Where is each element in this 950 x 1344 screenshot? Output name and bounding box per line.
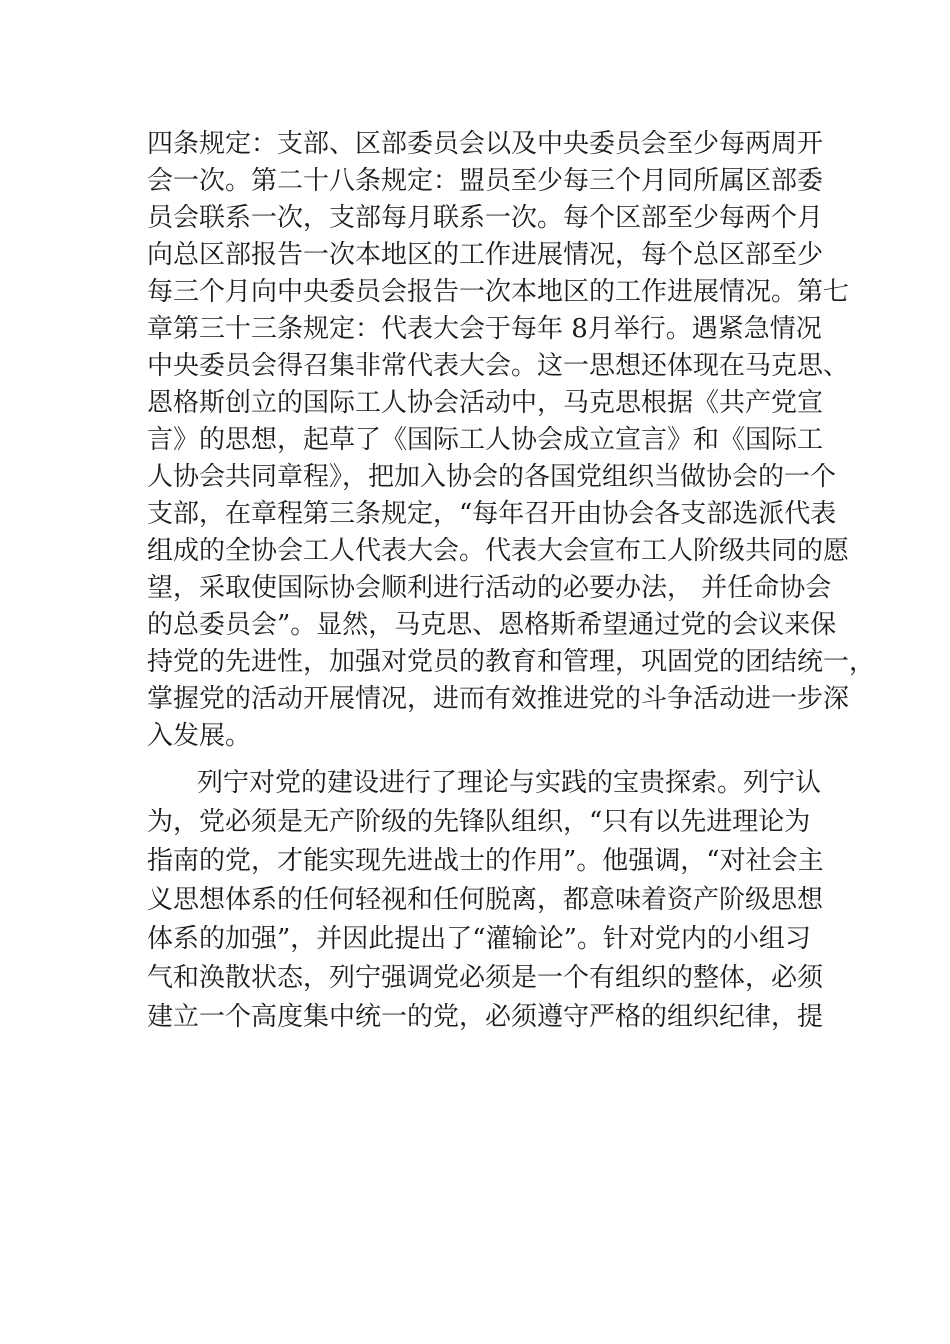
text-line: 义思想体系的任何轻视和任何脱离，都意味着资产阶级思想 [147, 885, 824, 915]
text-line: 每三个月向中央委员会报告一次本地区的工作进展情况。第七 [147, 277, 850, 307]
text-line: 望，采取使国际协会顺利进行活动的必要办法， 并任命协会 [147, 573, 832, 603]
text-line: 体系的加强”，并因此提出了“灌输论”。针对党内的小组习 [147, 924, 811, 954]
text-line: 为，党必须是无产阶级的先锋队组织，“只有以先进理论为 [147, 807, 811, 837]
text-line: 言》的思想，起草了《国际工人协会成立宣言》和《国际工 [147, 425, 824, 455]
text-line: 四条规定：支部、区部委员会以及中央委员会至少每两周开 [147, 129, 824, 159]
text-line: 人协会共同章程》，把加入协会的各国党组织当做协会的一个 [147, 462, 837, 492]
text-line: 章第三十三条规定：代表大会于每年 8月举行。遇紧急情况 [147, 314, 822, 344]
text-line: 向总区部报告一次本地区的工作进展情况，每个总区部至少 [147, 240, 824, 270]
text-line: 中央委员会得召集非常代表大会。这一思想还体现在马克思、 [147, 351, 850, 381]
text-line: 入发展。 [147, 721, 252, 751]
text-line: 的总委员会”。显然，马克思、恩格斯希望通过党的会议来保 [147, 610, 837, 640]
text-line: 建立一个高度集中统一的党，必须遵守严格的组织纪律，提 [147, 1002, 824, 1032]
text-line: 组成的全协会工人代表大会。代表大会宣布工人阶级共同的愿 [147, 536, 850, 566]
text-line: 会一次。第二十八条规定：盟员至少每三个月同所属区部委 [147, 166, 824, 196]
text-line: 气和涣散状态，列宁强调党必须是一个有组织的整体，必须 [147, 963, 824, 993]
text-line: 恩格斯创立的国际工人协会活动中，马克思根据《共产党宣 [147, 388, 824, 418]
text-line: 掌握党的活动开展情况，进而有效推进党的斗争活动进一步深 [147, 684, 850, 714]
text-line: 持党的先进性，加强对党员的教育和管理，巩固党的团结统一， [147, 647, 876, 677]
paragraph-first-line: 列宁对党的建设进行了理论与实践的宝贵探索。列宁认 [197, 768, 822, 798]
text-line: 员会联系一次，支部每月联系一次。每个区部至少每两个月 [147, 203, 824, 233]
text-line: 指南的党，才能实现先进战士的作用”。他强调，“对社会主 [147, 846, 824, 876]
text-line: 支部，在章程第三条规定，“每年召开由协会各支部选派代表 [147, 499, 837, 529]
